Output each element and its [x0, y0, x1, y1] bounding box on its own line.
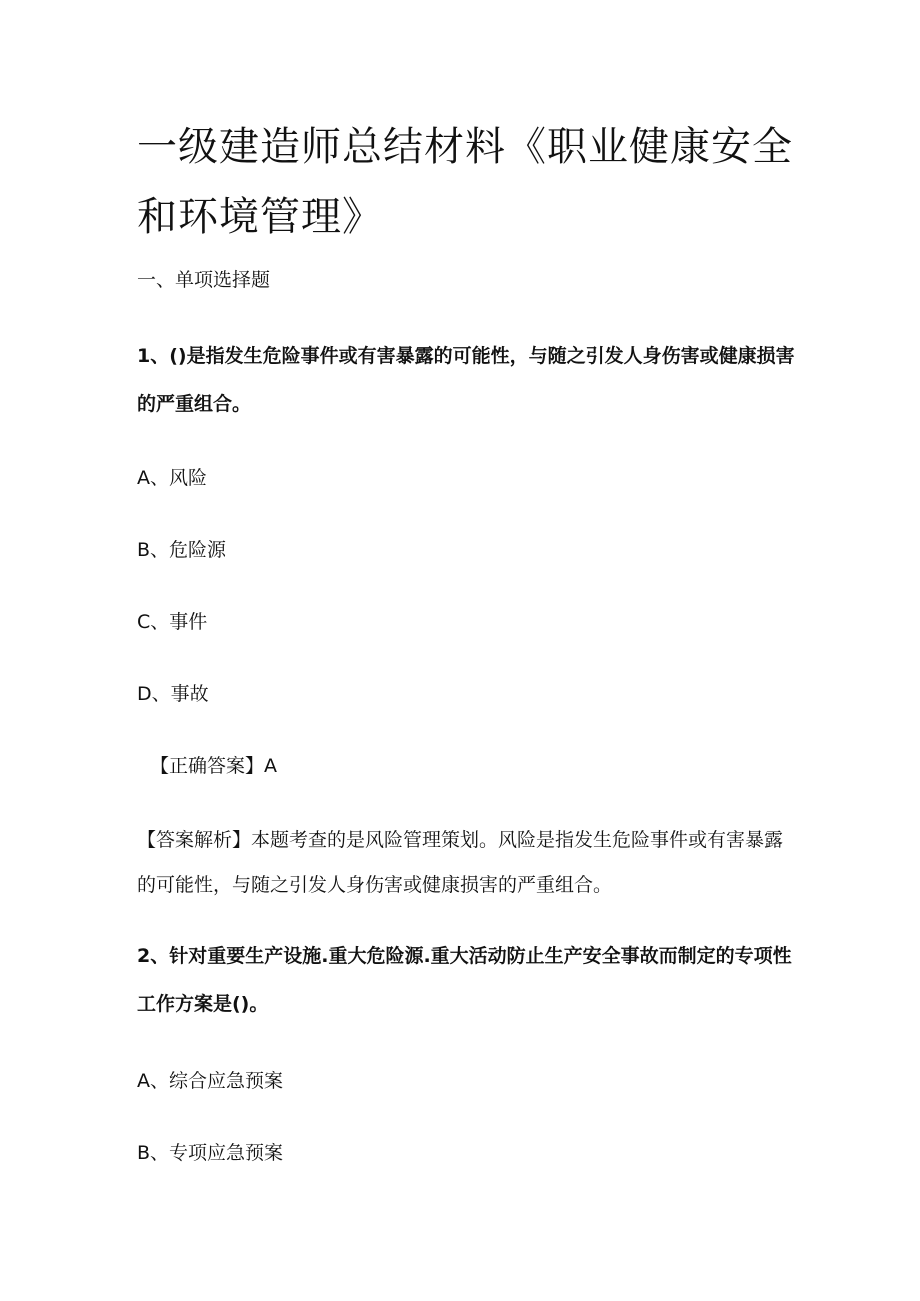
question-2-stem: 2、针对重要生产设施.重大危险源.重大活动防止生产安全事故而制定的专项性工作方案是()。 [137, 945, 792, 1015]
question-1-explanation: 【答案解析】本题考查的是风险管理策划。风险是指发生危险事件或有害暴露的可能性，与随之引发人身伤害或健康损害的严重组合。 [137, 829, 784, 896]
question-2-option-a: A、综合应急预案 [137, 1070, 283, 1092]
question-1-option-b: B、危险源 [137, 539, 227, 561]
section-heading: 一、单项选择题 [137, 269, 271, 291]
question-1-answer: 【正确答案】A [150, 755, 277, 777]
document-title: 一级建造师总结材料《职业健康安全和环境管理》 [137, 124, 793, 240]
question-2-option-b: B、专项应急预案 [137, 1142, 284, 1164]
question-1-option-c: C、事件 [137, 611, 208, 633]
question-1-option-d: D、事故 [137, 683, 209, 705]
question-1-stem: 1、()是指发生危险事件或有害暴露的可能性，与随之引发人身伤害或健康损害的严重组合。 [137, 345, 795, 415]
question-1-option-a: A、风险 [137, 467, 207, 489]
